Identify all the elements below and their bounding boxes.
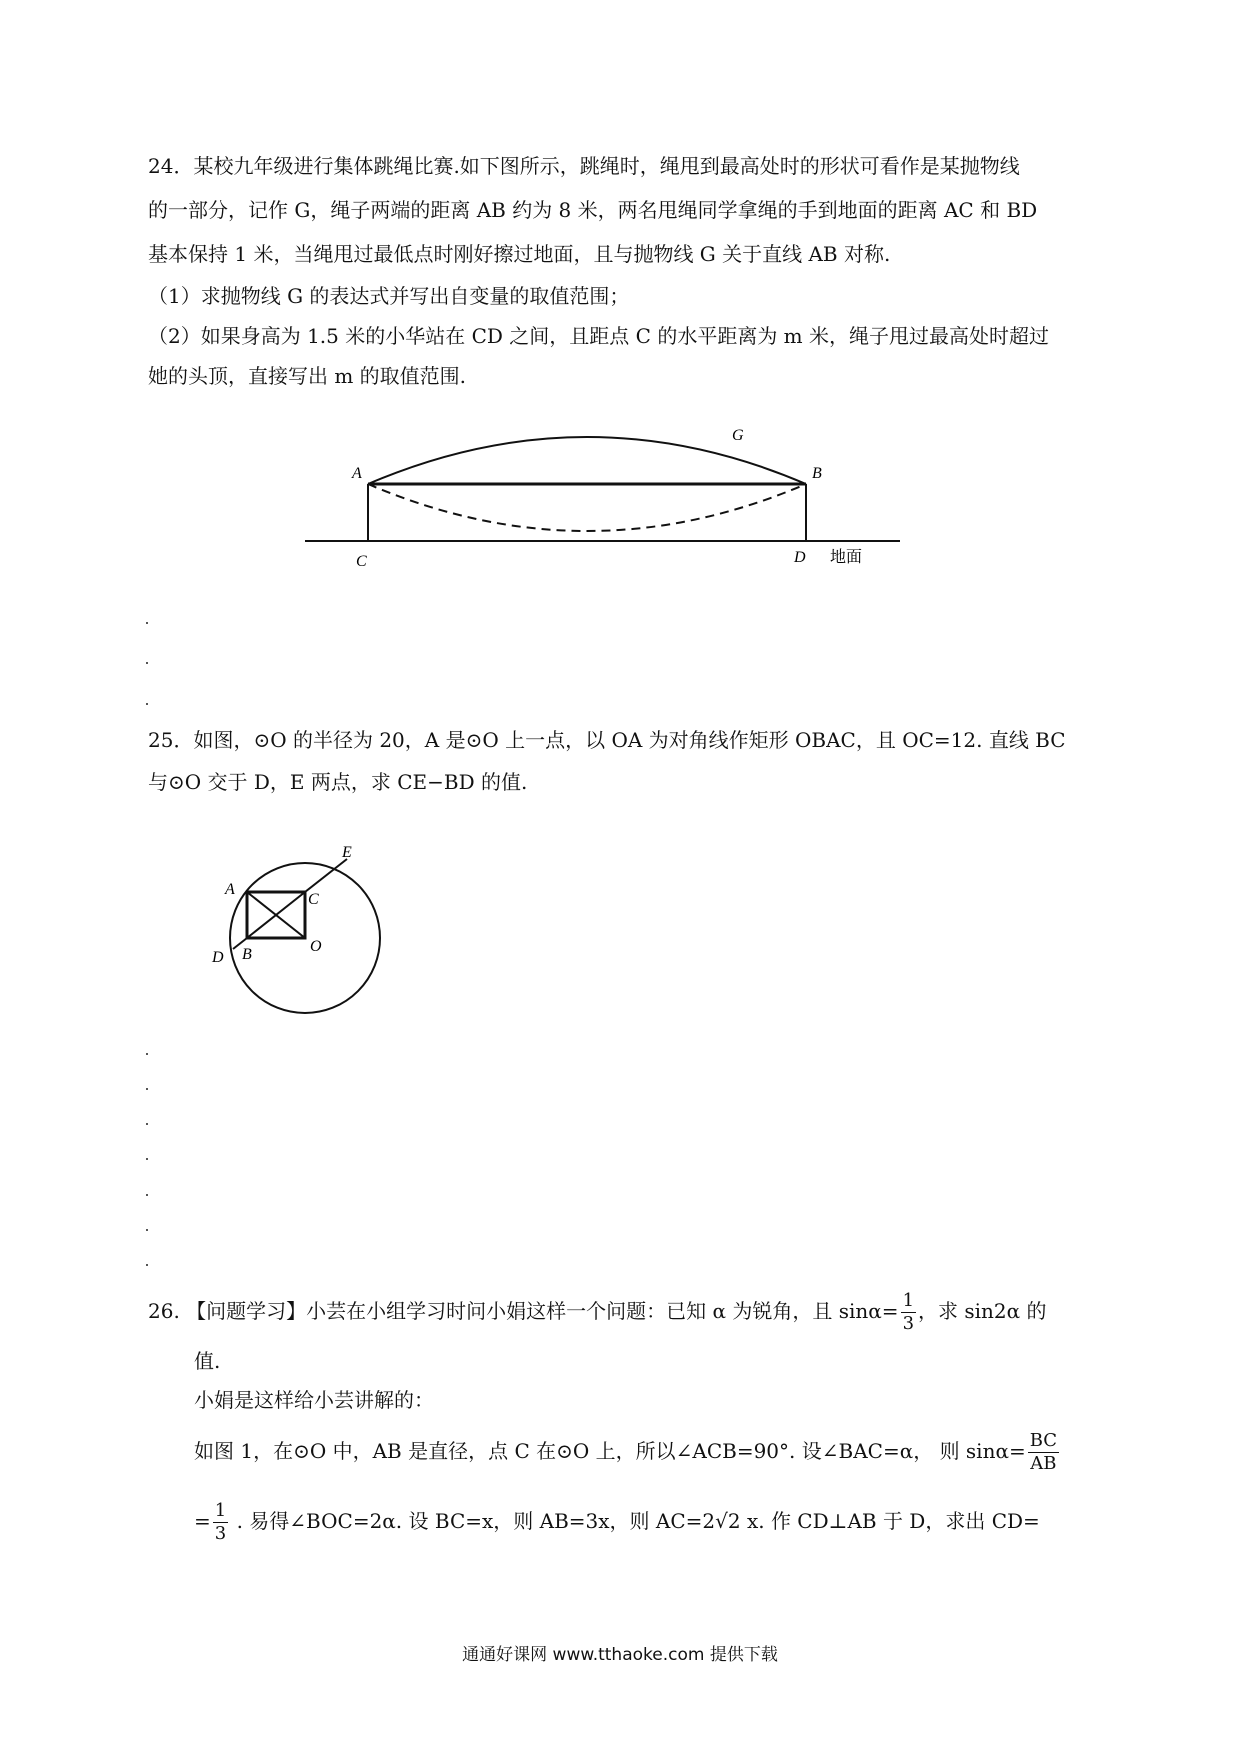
q26-text-1b: ，求 sin2α 的 [918,1299,1047,1323]
margin-dot [146,1229,148,1231]
q25-figure [200,845,400,1020]
q24-part2-line1: （2）如果身高为 1.5 米的小华站在 CD 之间，且距点 C 的水平距离为 m 米，绳子甩过最高处时超过 [148,324,1049,348]
fraction-one-third-2: $\frac{1}{3}$ [214,1500,227,1544]
label-b: B [242,946,252,963]
q24-line2: 的一部分，记作 G，绳子两端的距离 AB 约为 8 米，两名甩绳同学拿绳的手到地面的距离 AC 和 BD [148,198,1038,222]
margin-dot [146,1088,148,1090]
q24-line3: 基本保持 1 米，当绳甩过最低点时刚好擦过地面，且与抛物线 G 关于直线 AB 对称. [148,242,891,266]
q24-number: 24． [148,154,194,178]
label-c: C [356,553,367,570]
q26-text-1a: 【问题学习】小芸在小组学习时问小娟这样一个问题：已知 α 为锐角，且 sinα= [186,1299,899,1323]
q26-line3: 小娟是这样给小芸讲解的： [194,1388,434,1412]
q25-line2: 与⊙O 交于 D，E 两点，求 CE−BD 的值. [148,770,528,794]
q25-line1 [148,722,1098,759]
q25-number: 25． [148,728,194,752]
margin-dot [146,1264,148,1266]
label-d: D [212,949,224,966]
q24-part1: （1）求抛物线 G 的表达式并写出自变量的取值范围； [148,284,630,308]
margin-dot [146,662,148,664]
label-e: E [342,845,352,861]
margin-dot [146,1194,148,1196]
q26-text-5a: = [194,1509,211,1533]
q25-text-1: 如图，⊙O 的半径为 20，A 是⊙O 上一点，以 OA 为对角线作矩形 OBAC，且 OC=12. 直线 BC [193,728,1066,752]
margin-dot [146,703,148,705]
ground-label: 地面 [830,547,863,566]
q26-line4 [194,1430,1098,1475]
label-o: O [310,938,322,955]
q26-line2: 值. [194,1349,221,1373]
page-footer: 通通好课网 www.tthaoke.com 提供下载 [462,1645,778,1665]
q24-line1 [148,148,1098,185]
q26-line1 [148,1290,1098,1335]
margin-dot [146,1123,148,1125]
margin-dot [146,1053,148,1055]
label-b: B [812,465,822,482]
fraction-one-third: $\frac{1}{3}$ [902,1290,915,1334]
q26-number: 26. [148,1299,180,1323]
q26-text-4a: 如图 1，在⊙O 中，AB 是直径，点 C 在⊙O 上，所以∠ACB=90°. 设∠BAC=α， 则 sinα= [194,1439,1026,1463]
label-d: D [794,549,806,566]
fraction-bc-ab: $\frac{BC}{AB}$ [1029,1430,1058,1474]
label-g: G [732,427,744,444]
margin-dot [146,1158,148,1160]
reflected-parabola [368,484,806,531]
label-c: C [308,891,319,908]
q26-text-5b: . 易得∠BOC=2α. 设 BC=x，则 AB=3x，则 AC=2√2 x. 作 CD⊥AB 于 D，求出 CD= [230,1509,1040,1533]
label-a: A [352,465,362,482]
parabola-g [368,437,806,484]
label-a: A [225,881,235,898]
q24-figure [290,410,950,595]
q24-part2-line2: 她的头顶，直接写出 m 的取值范围. [148,364,467,388]
margin-dot [146,622,148,624]
q24-text-1: 某校九年级进行集体跳绳比赛.如下图所示，跳绳时，绳甩到最高处时的形状可看作是某抛物线 [193,154,1020,178]
q26-line5 [194,1500,1098,1545]
